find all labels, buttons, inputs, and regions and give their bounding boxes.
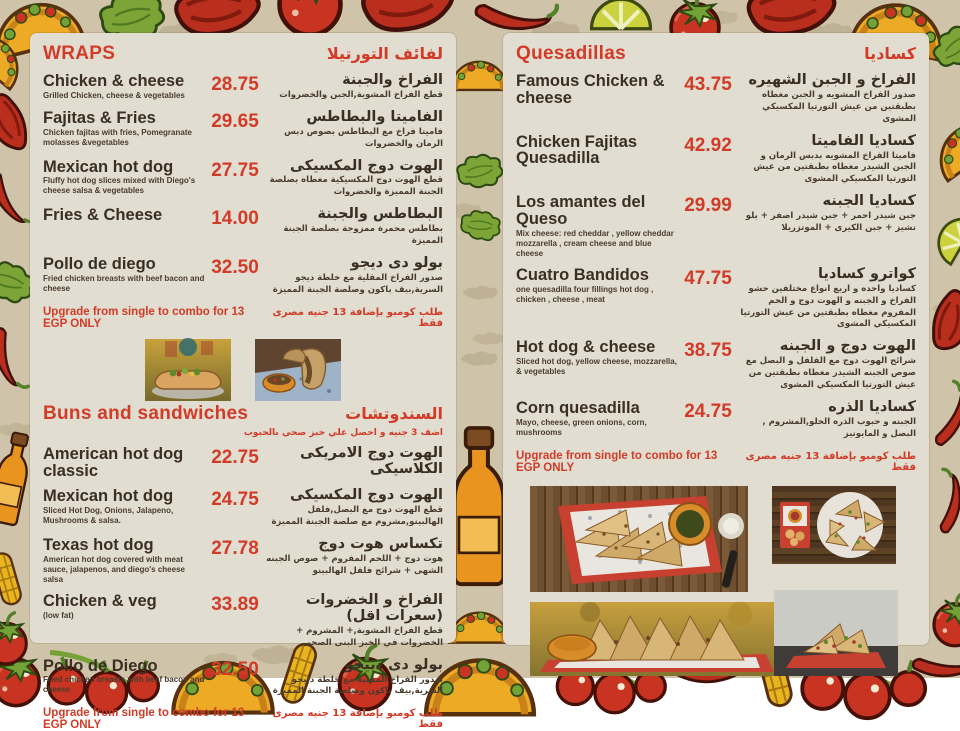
upgrade-note-en: Upgrade from single to combo for 13 EGP ONLY [43, 305, 245, 330]
item-desc-en: Grilled Chicken, cheese & vegetables [43, 90, 185, 100]
menu-item [43, 159, 443, 200]
menu-item [516, 134, 916, 187]
item-price: 32.50 [211, 658, 259, 680]
item-name-ar: كساديا الفاميتا [811, 132, 916, 149]
item-price: 24.75 [684, 400, 732, 422]
item-price: 32.50 [211, 256, 259, 278]
item-desc-en: Fried chicken breasts with beef bacon and cheese [43, 675, 205, 695]
item-desc-en: Mix cheese: red cheddar , yellow cheddar mozzarella , cream cheese and blue cheese [516, 228, 674, 258]
item-price: 27.75 [211, 159, 259, 181]
menu-item [43, 207, 443, 248]
quesadillas-title-ar: كساديا [864, 44, 916, 63]
buns-section-header [43, 403, 443, 425]
item-price: 38.75 [684, 340, 732, 362]
item-name-ar: بولو دى دييجو [344, 656, 443, 673]
chili-icon [913, 650, 960, 676]
item-name-ar: كساديا الذره [828, 398, 916, 415]
item-desc-en: one quesadilla four fillings hot dog , chicken , cheese , meat [516, 284, 654, 304]
item-price: 42.92 [684, 134, 732, 156]
taco-icon [451, 61, 507, 90]
menu-item [43, 537, 443, 585]
item-desc-ar: صدور الفراخ المقلية مع خلطة ديجو السرية,بيف باكون وصلصة الجبنة المميزة [272, 272, 443, 295]
right-menu-panel [503, 33, 929, 645]
tomato-icon [934, 593, 960, 646]
menu-item [516, 267, 916, 332]
menu-item [43, 488, 443, 529]
item-name-en: Fajitas & Fries [43, 108, 156, 127]
item-name-ar: الفراخ و الجبن الشهيره [748, 72, 916, 88]
item-price: 28.75 [211, 74, 259, 95]
item-name-en: Mexican hot dog [43, 487, 174, 506]
wraps-item-list [43, 73, 443, 297]
quesadilla-photo-grid [516, 486, 916, 680]
buns-upgrade-note [43, 707, 443, 731]
menu-item [43, 256, 443, 297]
item-name-ar: الهوت دوج المكسيكى [290, 487, 443, 504]
hot-dog-sandwich-photo [145, 339, 231, 401]
taco-icon [449, 612, 509, 643]
menu-item [43, 593, 443, 650]
upgrade-note-ar: طلب كومبو بإضافة 13 جنيه مصرى فقط [745, 450, 916, 473]
quesadilla-stack-photo [774, 590, 898, 676]
item-desc-ar: جبن شيدر احمر + جبن شيدر اصفر + بلو تشيز + جبن الكيرى + الموتزريلا [745, 211, 916, 234]
item-name-en: Hot dog & cheese [516, 338, 656, 357]
upgrade-note-en: Upgrade from single to combo for 13 EGP ONLY [516, 449, 718, 474]
item-desc-ar: صدور الفراخ المقلية مع خلطة دييجو السرية,بيف باكون وصلصة الجبنة المميزة [272, 674, 443, 697]
item-name-ar: كواترو كساديا [818, 265, 916, 282]
chili-icon [0, 325, 28, 392]
menu-item [516, 339, 916, 392]
item-desc-ar: الجبنه و حبوب الذره الحلو,المشروم , البصل و المايونيز [762, 416, 916, 439]
meat-icon [176, 0, 258, 34]
item-desc-ar: شرائح الهوت دوج مع الفلفل و البصل مع صوص الجبنه الشيدر مغطاه بطبقتين من عيش التورتيا المكسيكي المشوى [745, 356, 916, 391]
item-name-en: Chicken & cheese [43, 72, 185, 90]
wraps-upgrade-note [43, 306, 443, 330]
item-desc-ar: فاميتا فراخ مع البطاطس بصوص دبس الرمان والخضروات [284, 126, 443, 149]
item-desc-ar: صدور الفراخ المشويه و الجبن مغطاه بطبقتين من عيش التورتيا المكسيكي المشوى [762, 89, 916, 124]
item-name-ar: الهوت دوج المكسيكى [290, 157, 443, 174]
item-name-ar: الفاميتا والبطاطس [306, 108, 443, 125]
quesadillas-title-en: Quesadillas [516, 43, 626, 64]
buns-title-en: Buns and sandwiches [43, 402, 249, 424]
chili-icon [932, 469, 960, 534]
item-name-ar: الهوت دوج و الجبنه [779, 338, 916, 355]
left-border-illustrations [0, 30, 30, 646]
item-desc-ar: هوت دوج + اللحم المفروم + صوص الجبنه الشهى + شرائح فلفل الهالبينو [266, 554, 443, 576]
item-desc-ar: بطاطس محمرة ممزوجة بصلصة الجبنة المميزة [283, 224, 443, 247]
lime-icon [930, 210, 960, 264]
item-desc-en: Chicken fajitas with fries, Pomegranate molasses &vegetables [43, 127, 192, 147]
item-price: 14.00 [211, 208, 259, 230]
wraps-title-ar: لفائف التورتيلا [326, 44, 443, 63]
quesadilla-platter-photo [530, 486, 748, 592]
item-name-en: Corn quesadilla [516, 398, 640, 417]
middle-column-illustrations [456, 33, 503, 643]
menu-item [516, 73, 916, 126]
lime-icon [592, 0, 651, 29]
item-desc-en: (low fat) [43, 610, 74, 620]
upgrade-note-ar: طلب كومبو بإضافة 13 جنيه مصرى فقط [272, 306, 443, 329]
item-name-ar: الفراخ و الخضروات (سعرات اقل) [305, 591, 443, 624]
upgrade-note-en: Upgrade from single to combo for 13 EGP ONLY [43, 707, 245, 731]
item-name-en: Cuatro Bandidos [516, 265, 649, 284]
item-name-en: Chicken Fajitas Quesadilla [516, 132, 638, 168]
item-desc-en: Mayo, cheese, green onions, corn, mushrooms [516, 417, 647, 437]
menu-item [516, 194, 916, 259]
item-name-en: Los amantes del Queso [516, 193, 646, 229]
taco-icon [927, 110, 960, 181]
lettuce-icon [457, 206, 504, 245]
item-name-en: Pollo de diego [43, 254, 156, 273]
item-name-ar: الهوت دوج الامريكى الكلاسيكى [300, 444, 443, 477]
menu-item [43, 658, 443, 699]
item-name-ar: كساديا الجبنه [822, 193, 916, 210]
item-name-en: Texas hot dog [43, 536, 154, 555]
wraps-section-header [43, 43, 443, 65]
item-name-en: Famous Chicken & cheese [516, 72, 665, 107]
quesadilla-row-photo [530, 602, 784, 676]
meat-icon [363, 0, 452, 30]
quesadillas-section-header [516, 43, 916, 65]
item-name-en: Mexican hot dog [43, 157, 174, 176]
quesadillas-item-list [516, 73, 916, 441]
item-desc-en: Sliced Hot Dog, Onions, Jalapeno, Mushrooms & salsa. [43, 506, 174, 526]
meat-icon [926, 287, 960, 354]
menu-item [43, 446, 443, 481]
item-name-ar: بولو دى ديجو [350, 254, 443, 271]
item-desc-ar: قطع الفراخ المشوية,+ المشروم + الخضروات في الخبز البنى الصحى [296, 625, 443, 648]
item-desc-ar: قطع الهوت دوج مع البصل,فلفل الهالبينو,مشروم مع صلصة الجبنة المميزة [271, 505, 443, 528]
item-price: 33.89 [211, 593, 259, 615]
wrap-with-salsa-bowl-photo [255, 339, 341, 401]
menu-item [43, 110, 443, 151]
item-price: 27.78 [211, 538, 259, 560]
item-desc-ar: قطع الهوت دوج المكسيكية مغطاه بصلصة الجبنة المميزة والخضروات [269, 175, 443, 198]
item-name-en: Chicken & veg [43, 591, 157, 610]
buns-item-list [43, 446, 443, 699]
corn-icon [0, 551, 23, 606]
top-border-illustrations [0, 0, 960, 36]
item-desc-en: Sliced hot dog, yellow cheese, mozzarella, & vegetables [516, 357, 677, 377]
item-price: 22.75 [211, 446, 259, 468]
item-desc-en: Fluffy hot dog slices mixed with Diego's cheese salsa & vegetables [43, 176, 196, 196]
item-name-en: American hot dog classic [43, 444, 184, 480]
chili-icon [927, 381, 960, 448]
right-border-illustrations [928, 30, 960, 646]
item-price: 29.65 [211, 110, 259, 132]
item-desc-ar: كساديا واحده و اربع انواع مختلفين حشو الفراخ و الجبنه و الهوت دوج و الحم المفروم مغطاه بطبقتين من عيش التورتيا المكسيكي المشوى [740, 283, 916, 330]
sauce-bottle-icon [454, 428, 503, 584]
item-price: 47.75 [684, 267, 732, 289]
upgrade-note-ar: طلب كومبو بإضافة 13 جنيه مصرى فقط [272, 708, 443, 731]
tomato-icon [0, 613, 26, 664]
item-price: 43.75 [684, 74, 732, 95]
menu-item [43, 73, 443, 102]
item-name-ar: الفراخ والجبنة [342, 72, 443, 88]
meat-icon [0, 90, 32, 155]
item-desc-ar: فاميتا الفراخ المشويه بدبس الرمان و الجبن الشيدر مغطاه بطبقتين من عيش التورتيا المكسيكي المشوى [753, 150, 916, 185]
quesadillas-upgrade-note [516, 450, 916, 474]
tomato-icon [280, 0, 341, 35]
item-price: 29.99 [684, 195, 732, 217]
item-price: 24.75 [211, 489, 259, 511]
item-name-en: Pollo de Diego [43, 656, 158, 675]
left-menu-panel [30, 33, 456, 731]
item-name-en: Fries & Cheese [43, 206, 163, 225]
wraps-title-en: WRAPS [43, 43, 116, 64]
item-name-ar: البطاطس والجبنة [317, 206, 443, 223]
quesadilla-plate-photo [772, 486, 896, 564]
item-name-ar: تكساس هوت دوج [318, 536, 443, 553]
item-desc-en: Fried chicken breasts with beef bacon and cheese [43, 273, 205, 293]
item-desc-en: American hot dog covered with meat sauce, jalapenos, and diego's cheese salsa [43, 554, 185, 584]
item-desc-ar: قطع الفراخ المشوية,الجبن والخضروات [279, 89, 443, 100]
taco-icon [0, 24, 31, 90]
buns-title-ar: السندوتشات [345, 403, 443, 423]
lettuce-icon [457, 155, 502, 187]
menu-item [516, 400, 916, 441]
healthy-bread-note-ar: اضف 3 جنيه و احصل علي خبز صحي بالحبوب [243, 427, 443, 438]
